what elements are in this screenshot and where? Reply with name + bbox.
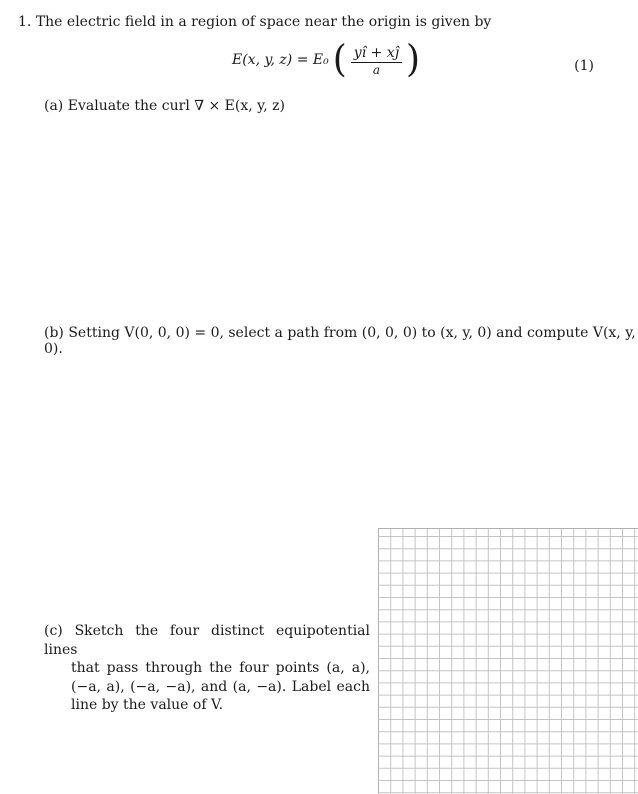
part-b-label: (b) — [44, 325, 64, 341]
equation-1 — [232, 37, 421, 81]
part-c-label: (c) — [44, 623, 63, 639]
part-b-text: Setting V(0, 0, 0) = 0, select a path from (0, 0, 0) to (x, y, 0) and compute V(x, y, 0). — [44, 325, 636, 357]
part-a-label: (a) — [44, 98, 64, 114]
part-a-text: Evaluate the curl ∇ × E(x, y, z) — [67, 98, 285, 114]
equation-number: (1) — [574, 58, 594, 74]
left-paren: ( — [332, 37, 347, 81]
sketch-grid — [378, 528, 638, 794]
part-c — [44, 622, 370, 715]
part-c-first-line: Sketch the four distinct equipotential lines — [44, 623, 371, 658]
problem-statement — [18, 14, 491, 30]
right-paren: ) — [406, 37, 421, 81]
part-b — [44, 325, 638, 357]
problem-intro: The electric field in a region of space near the origin is given by — [35, 14, 492, 30]
fraction-denominator: a — [372, 62, 380, 77]
equation-lhs: E(x, y, z) = E₀ — [232, 52, 329, 68]
equation-fraction — [351, 44, 402, 77]
fraction-numerator: yî + xĵ — [351, 44, 402, 63]
part-c-rest: that pass through the four points (a, a), (−a, a), (−a, −a), and (a, −a). Label each line by the value of V. — [71, 660, 370, 713]
part-a — [44, 98, 285, 114]
problem-number: 1. — [18, 14, 32, 30]
